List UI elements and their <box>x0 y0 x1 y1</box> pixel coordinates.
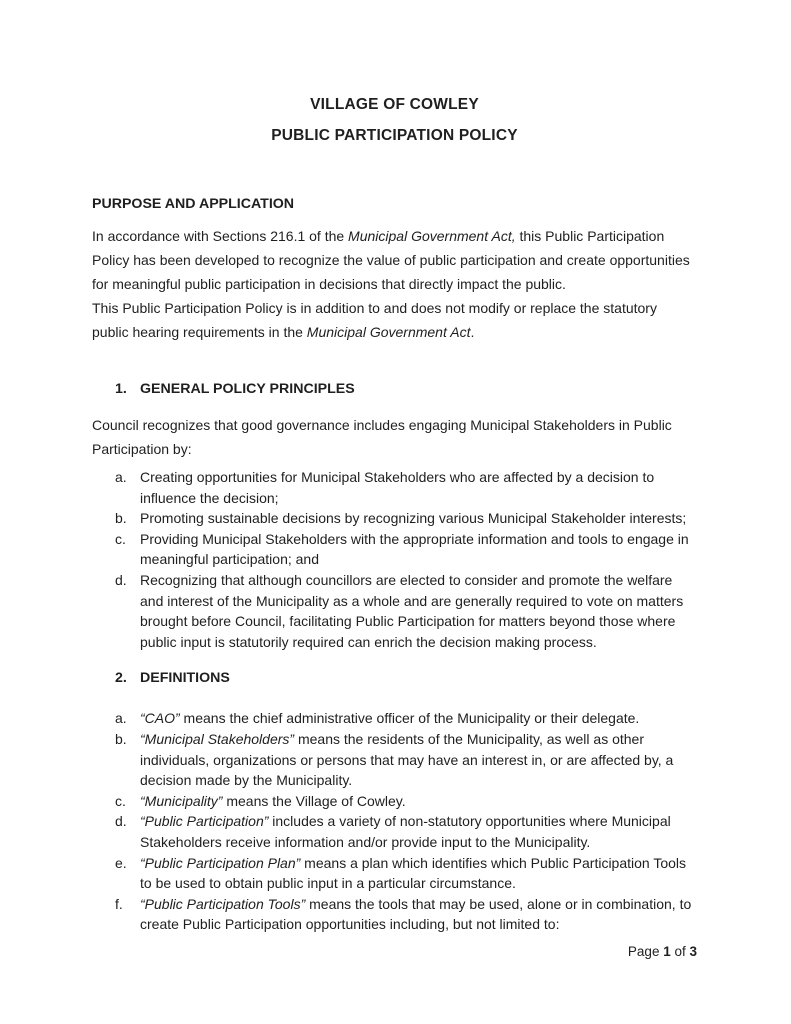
defined-term: “Municipality” <box>140 792 223 809</box>
purpose-paragraph-2 <box>92 296 697 344</box>
definition-text-wrap <box>140 853 697 894</box>
section-1-heading <box>92 380 697 398</box>
principles-intro: Council recognizes that good governance includes engaging Municipal Stakeholders in Public Participation by: <box>92 417 672 457</box>
definition-text-wrap <box>140 708 697 729</box>
definition-item <box>92 791 697 812</box>
list-item <box>92 467 697 508</box>
list-item-text: Creating opportunities for Municipal Stakeholders who are affected by a decision to influence the decision; <box>140 469 655 506</box>
footer-total-pages: 3 <box>689 944 697 959</box>
list-marker: a. <box>115 710 127 727</box>
list-item-text: Promoting sustainable decisions by recognizing various Municipal Stakeholder interests; <box>140 510 687 527</box>
section-2-number: 2. <box>115 670 127 687</box>
definition-text: means the Village of Cowley. <box>222 792 406 809</box>
text-segment: this Public Participation Policy has been developed to recognize the value of public participation and create opportunities for meaningful public participation in decisions that directly impact the public. <box>92 228 690 292</box>
list-item <box>92 570 697 652</box>
section-2-heading <box>92 669 697 687</box>
definition-text: means the residents of the Municipality, as well as other individuals, organizations or persons that may have an interest in, or are affected by, a decision made by the Municipality. <box>140 730 674 789</box>
list-item-text: Recognizing that although councillors are elected to consider and promote the welfare and interest of the Municipality as a whole and are generally required to vote on matters brought before Council, facilitating Public Participation for matters beyond those where public input is statutorily required can enrich the decision making process. <box>140 571 684 650</box>
definitions-list <box>92 708 697 935</box>
list-marker: c. <box>115 792 126 809</box>
defined-term: “Public Participation” <box>140 813 269 830</box>
document-subtitle: PUBLIC PARTICIPATION POLICY <box>271 127 518 144</box>
definition-text: means a plan which identifies which Public Participation Tools to be used to obtain public input in a particular circumstance. <box>140 854 687 892</box>
text-segment: In accordance with Sections 216.1 of the <box>92 228 349 244</box>
purpose-paragraph-1 <box>92 224 697 296</box>
purpose-heading: PURPOSE AND APPLICATION <box>92 196 295 212</box>
defined-term: “CAO” <box>140 710 180 727</box>
definition-text: means the tools that may be used, alone or in combination, to create Public Participation opportunities including, but not limited to: <box>140 895 692 933</box>
page-footer <box>628 944 697 960</box>
defined-term: “Municipal Stakeholders” <box>140 730 295 747</box>
defined-term: “Public Participation Plan” <box>140 854 301 871</box>
act-title-italic: Municipal Government Act <box>306 324 471 340</box>
list-marker: b. <box>115 510 127 527</box>
list-marker: b. <box>115 730 127 747</box>
text-segment: This Public Participation Policy is in addition to and does not modify or replace the statutory public hearing requirements in the <box>92 300 657 340</box>
section-1-title: GENERAL POLICY PRINCIPLES <box>140 381 355 397</box>
list-item <box>92 508 697 529</box>
list-marker: d. <box>115 813 127 830</box>
defined-term: “Public Participation Tools” <box>140 895 306 912</box>
principles-list <box>92 467 697 652</box>
definition-item <box>92 811 697 852</box>
act-title-italic: Municipal Government Act, <box>348 228 516 244</box>
definition-text-wrap <box>140 811 697 852</box>
definition-text: means the chief administrative officer of the Municipality or their delegate. <box>179 710 640 727</box>
list-marker: f. <box>115 895 123 912</box>
list-item <box>92 529 697 570</box>
list-marker: d. <box>115 571 127 588</box>
definition-text-wrap <box>140 894 697 935</box>
definition-item <box>92 729 697 791</box>
definition-item <box>92 708 697 729</box>
definition-text-wrap <box>140 791 697 812</box>
document-title: VILLAGE OF COWLEY <box>310 96 479 113</box>
footer-text: Page <box>627 944 664 959</box>
footer-page-number: 1 <box>663 944 671 959</box>
section-2-title: DEFINITIONS <box>140 670 230 687</box>
list-marker: e. <box>115 854 127 871</box>
text-segment: . <box>470 324 475 340</box>
definition-item <box>92 853 697 894</box>
footer-text: of <box>670 944 690 959</box>
list-item-text: Providing Municipal Stakeholders with the appropriate information and tools to engage in meaningful participation; and <box>140 530 689 568</box>
section-1-number: 1. <box>115 381 127 397</box>
definition-item <box>92 894 697 935</box>
definition-text-wrap <box>140 729 697 791</box>
list-marker: a. <box>115 469 127 485</box>
definition-text: includes a variety of non-statutory opportunities where Municipal Stakeholders receive information and/or provide input to the Municipality. <box>140 813 671 850</box>
list-marker: c. <box>115 530 126 547</box>
